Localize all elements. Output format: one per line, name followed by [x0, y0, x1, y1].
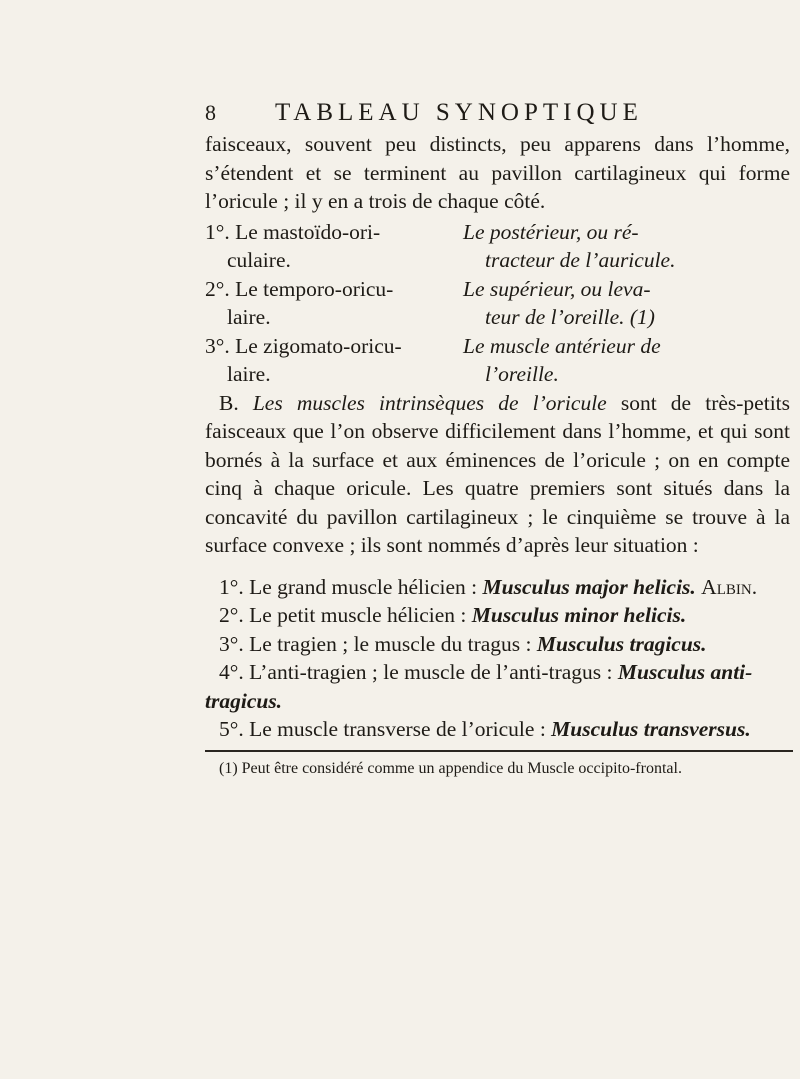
item-prefix: 3°. Le tragien ; le muscle du tragus : [219, 631, 532, 656]
list-item [205, 601, 790, 630]
item-latin: Musculus transversus. [551, 717, 751, 741]
extrinsic-muscle-2-name [205, 275, 463, 332]
page-number: 8 [205, 100, 216, 125]
footnote: (1) Peut être considéré comme un appendice du Muscle occipito-frontal. [219, 759, 682, 777]
item-latin: Musculus anti-tragicus. [205, 660, 753, 713]
list-item [205, 573, 790, 602]
page-header [205, 98, 790, 130]
item-prefix: 1°. Le grand muscle hélicien : [219, 574, 478, 599]
line: 1°. Le mastoïdo-ori- [205, 219, 381, 244]
line: laire. [227, 362, 271, 386]
extrinsic-muscle-3-synonym [463, 332, 790, 389]
section-b-paragraph [205, 389, 790, 560]
list-item [205, 630, 790, 659]
section-b-heading: Les muscles intrinsèques de l’oricule [252, 390, 607, 415]
intrinsic-muscles-list [205, 573, 790, 744]
line: tracteur de l’auricule. [485, 248, 676, 272]
line: teur de l’oreille. (1) [485, 305, 655, 329]
item-latin: Musculus major helicis. [482, 574, 696, 599]
item-prefix: 5°. Le muscle transverse de l’oricule : [219, 717, 546, 741]
item-author: Albin. [701, 574, 758, 599]
line: Le supérieur, ou leva- [463, 276, 651, 301]
line: 3°. Le zigomato-oricu- [205, 333, 402, 358]
book-page [205, 98, 790, 796]
extrinsic-muscle-1-synonym [463, 218, 790, 275]
extrinsic-muscles-table [205, 218, 790, 389]
item-prefix: 2°. Le petit muscle hélicien : [219, 603, 467, 627]
section-b-text: sont de très-petits faisceaux que l’on observe difficilement dans l’homme, et qui sont bornés à la surface et aux éminences de l’oricule ; on en compte cinq à chaque oricule. Les quatre premiers sont situés dans la concavité du pavillon cartilagineux ; le cinquième se trouve à la surface convexe ; ils sont nommés d’après leur situation : [205, 390, 791, 557]
item-latin: Musculus tragicus. [536, 631, 707, 656]
line: culaire. [227, 248, 291, 272]
line: Le muscle antérieur de [463, 333, 661, 358]
list-item [205, 715, 790, 744]
extrinsic-muscle-3-name [205, 332, 463, 389]
item-latin: Musculus minor helicis. [471, 603, 687, 627]
extrinsic-muscle-1-name [205, 218, 463, 275]
intro-paragraph: faisceaux, souvent peu distincts, peu apparens dans l’homme, s’étendent et se terminent au pavillon cartilagineux qui forme l’oricule ; il y en a trois de chaque côté. [205, 132, 790, 213]
list-item [205, 658, 790, 715]
running-title: TABLEAU SYNOPTIQUE [275, 99, 643, 126]
footnote-divider [205, 750, 793, 752]
line: Le postérieur, ou ré- [463, 219, 639, 244]
line: l’oreille. [485, 362, 559, 386]
section-b-label: B. [219, 390, 239, 415]
line: laire. [227, 305, 271, 329]
line: 2°. Le temporo-oricu- [205, 276, 394, 301]
extrinsic-muscle-2-synonym [463, 275, 790, 332]
item-prefix: 4°. L’anti-tragien ; le muscle de l’anti-tragus : [219, 660, 613, 684]
